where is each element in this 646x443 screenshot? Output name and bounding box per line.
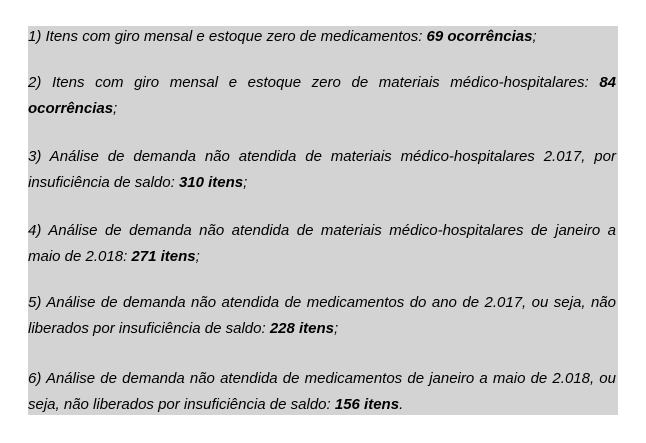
item-6-count: 156 itens — [334, 396, 400, 413]
list-item-5: 5) Análise de demanda não atendida de medicamentos do ano de 2.017, ou seja, não liberados por insuficiência de saldo: 228 itens; — [28, 294, 616, 337]
item-2-count: 84 ocorrências — [28, 74, 616, 117]
list-item-2: 2) Itens com giro mensal e estoque zero de materiais médico-hospitalares: 84 ocorrências; — [28, 74, 616, 117]
item-4-count: 271 itens — [131, 248, 196, 265]
list-item-1: 1) Itens com giro mensal e estoque zero de medicamentos: 69 ocorrências; — [28, 28, 537, 45]
list-item-4: 4) Análise de demanda não atendida de materiais médico-hospitalares de janeiro a maio de 2.018: 271 itens; — [28, 222, 616, 265]
list-item-6: 6) Análise de demanda não atendida de medicamentos de janeiro a maio de 2.018, ou seja, não liberados por insuficiência de saldo: 156 itens. — [28, 370, 616, 413]
list-item-3: 3) Análise de demanda não atendida de materiais médico-hospitalares 2.017, por insuficiência de saldo: 310 itens; — [28, 148, 616, 191]
item-5-count: 228 itens — [269, 320, 335, 337]
item-1-count: 69 ocorrências — [426, 28, 533, 45]
item-3-count: 310 itens — [178, 174, 244, 191]
